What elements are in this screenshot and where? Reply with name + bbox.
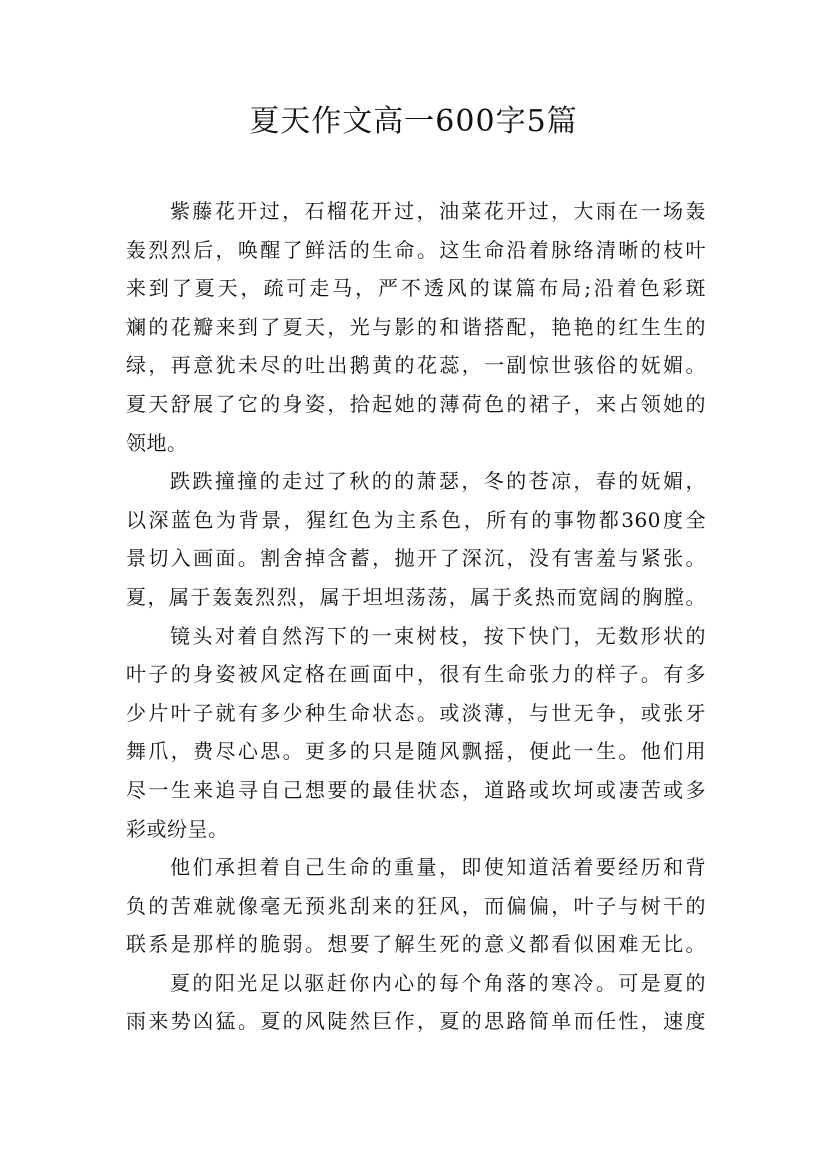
text-line: 负的苦难就像毫无预兆刮来的狂风，而偏偏，叶子与树干的 <box>126 893 706 918</box>
text-line: 他们承担着自己生命的重量，即使知道活着要经历和背 <box>170 855 706 880</box>
text-line: 以深蓝色为背景，猩红色为主系色，所有的事物都360度全 <box>126 507 706 532</box>
text-line: 斓的花瓣来到了夏天，光与影的和谐搭配，艳艳的红生生的 <box>126 314 706 339</box>
text-line: 绿，再意犹未尽的吐出鹅黄的花蕊，一副惊世骇俗的妩媚。 <box>126 353 706 378</box>
text-line: 跌跌撞撞的走过了秋的的萧瑟，冬的苍凉，春的妩媚， <box>170 469 706 494</box>
document-title: 夏天作文高一600字5篇 <box>249 104 578 139</box>
text-line: 镜头对着自然泻下的一束树枝，按下快门，无数形状的 <box>170 623 706 648</box>
text-line: 少片叶子就有多少种生命状态。或淡薄，与世无争，或张牙 <box>126 700 706 725</box>
text-line: 尽一生来追寻自己想要的最佳状态，道路或坎坷或凄苦或多 <box>126 777 706 802</box>
text-line: 夏的阳光足以驱赶你内心的每个角落的寒冷。可是夏的 <box>170 970 706 995</box>
document-body <box>126 192 706 1041</box>
text-line: 景切入画面。割舍掉含蓄，抛开了深沉，没有害羞与紧张。 <box>126 546 706 571</box>
text-line: 轰烈烈后，唤醒了鲜活的生命。这生命沿着脉络清晰的枝叶 <box>126 237 706 262</box>
text-line: 叶子的身姿被风定格在画面中，很有生命张力的样子。有多 <box>126 662 706 687</box>
text-line: 联系是那样的脆弱。想要了解生死的意义都看似困难无比。 <box>126 932 706 957</box>
text-line: 夏，属于轰轰烈烈，属于坦坦荡荡，属于炙热而宽阔的胸膛。 <box>126 584 706 609</box>
text-line: 雨来势凶猛。夏的风陡然巨作，夏的思路简单而任性，速度 <box>126 1009 706 1034</box>
text-line: 紫藤花开过，石榴花开过，油菜花开过，大雨在一场轰 <box>170 199 706 223</box>
text-line: 舞爪，费尽心思。更多的只是随风飘摇，便此一生。他们用 <box>126 739 706 764</box>
text-line: 彩或纷呈。 <box>126 816 229 841</box>
text-line: 来到了夏天，疏可走马，严不透风的谋篇布局;沿着色彩斑 <box>126 276 706 301</box>
text-line: 领地。 <box>126 430 188 455</box>
text-line: 夏天舒展了它的身姿，拾起她的薄荷色的裙子，来占领她的 <box>126 391 706 416</box>
